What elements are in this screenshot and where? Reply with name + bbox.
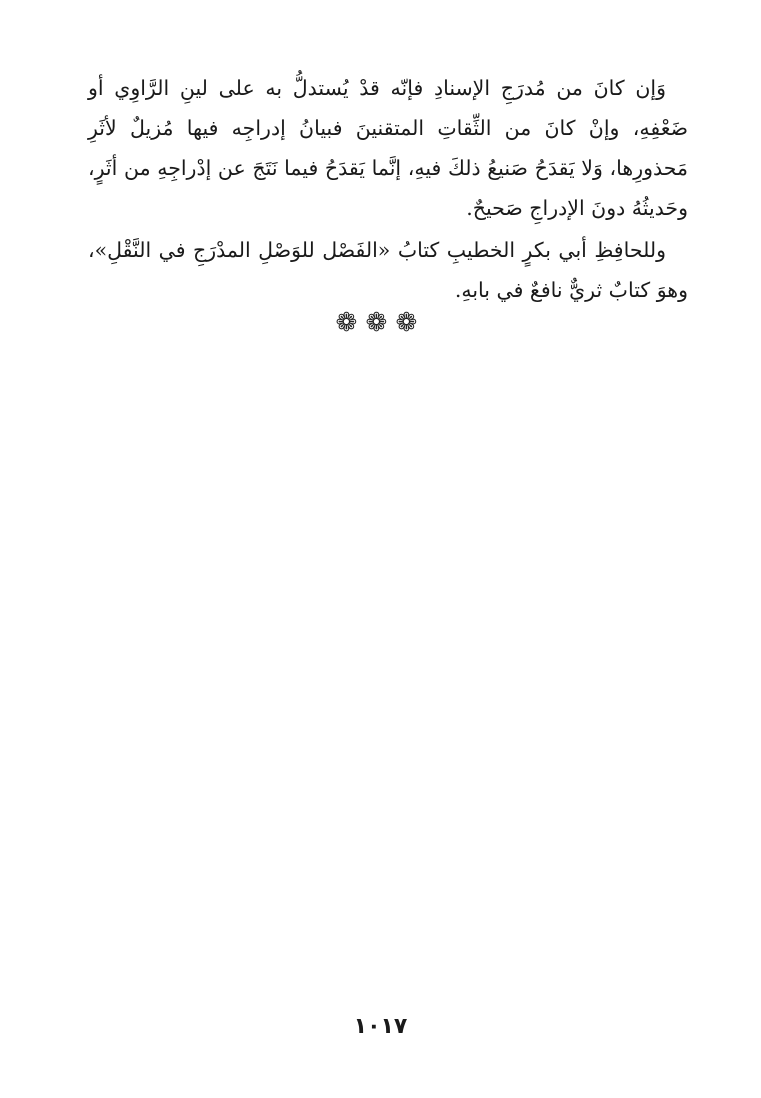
paragraph-idraj: وَإن كانَ من مُدرَجِ الإسنادِ فإنّه قدْ يُستدلُّ به على لينِ الرَّاوِي أو ضَعْفِهِ، وإنْ كانَ من الثِّقاتِ المتقنينَ فبيانُ إدراجِه فيها مُزيلٌ لأثَرِ مَحذورِها، وَلا يَقدَحُ صَنيعُ ذلكَ فيهِ، إنَّما يَقدَحُ فيما نَتَجَ عن إدْراجِهِ من أثَرٍ، وحَديثُهُ دونَ الإدراجِ صَحيحٌ. — [88, 76, 688, 220]
paragraph-khatib-book: وللحافِظِ أبي بكرٍ الخطيبِ كتابُ «الفَصْل للوَصْلِ المدْرَجِ في النَّقْلِ»، وهوَ كتابٌ ثريٌّ نافعٌ في بابهِ. — [88, 238, 688, 302]
flower-ornament-icon: ❁ — [395, 308, 430, 338]
section-divider-ornaments — [0, 308, 761, 338]
flower-ornament-icon: ❁ — [365, 308, 400, 338]
body-text — [88, 68, 688, 310]
page-number: ١٠١٧ — [353, 1014, 408, 1039]
flower-ornament-icon: ❁ — [335, 308, 370, 338]
